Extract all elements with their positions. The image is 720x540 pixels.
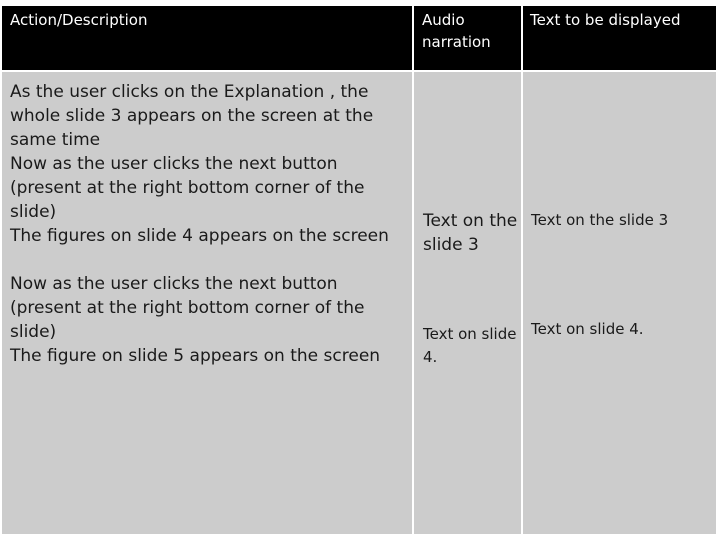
display-text: Text on the slide 3: [531, 211, 669, 229]
header-text-displayed: Text to be displayed: [523, 6, 716, 70]
display-text-cell: [523, 72, 716, 534]
storyboard-table: [2, 6, 716, 534]
header-action-description: Action/Description: [2, 6, 412, 70]
action-text: The figures on slide 4 appears on the screen: [10, 226, 389, 246]
audio-text: Text on the slide 3: [423, 211, 518, 255]
header-audio-narration: Audio narration: [414, 6, 521, 70]
action-text: Now as the user clicks the next button (present at the right bottom corner of the slide): [10, 274, 365, 342]
action-text: As the user clicks on the Explanation , the whole slide 3 appears on the screen at the same time: [10, 82, 374, 150]
action-text: The figure on slide 5 appears on the screen: [10, 346, 381, 366]
audio-text: Text on slide 4.: [423, 325, 517, 366]
audio-narration-cell: [414, 72, 521, 534]
action-text: Now as the user clicks the next button (present at the right bottom corner of the slide): [10, 154, 365, 222]
display-text: Text on slide 4.: [531, 320, 644, 338]
action-description-cell: [2, 72, 412, 534]
